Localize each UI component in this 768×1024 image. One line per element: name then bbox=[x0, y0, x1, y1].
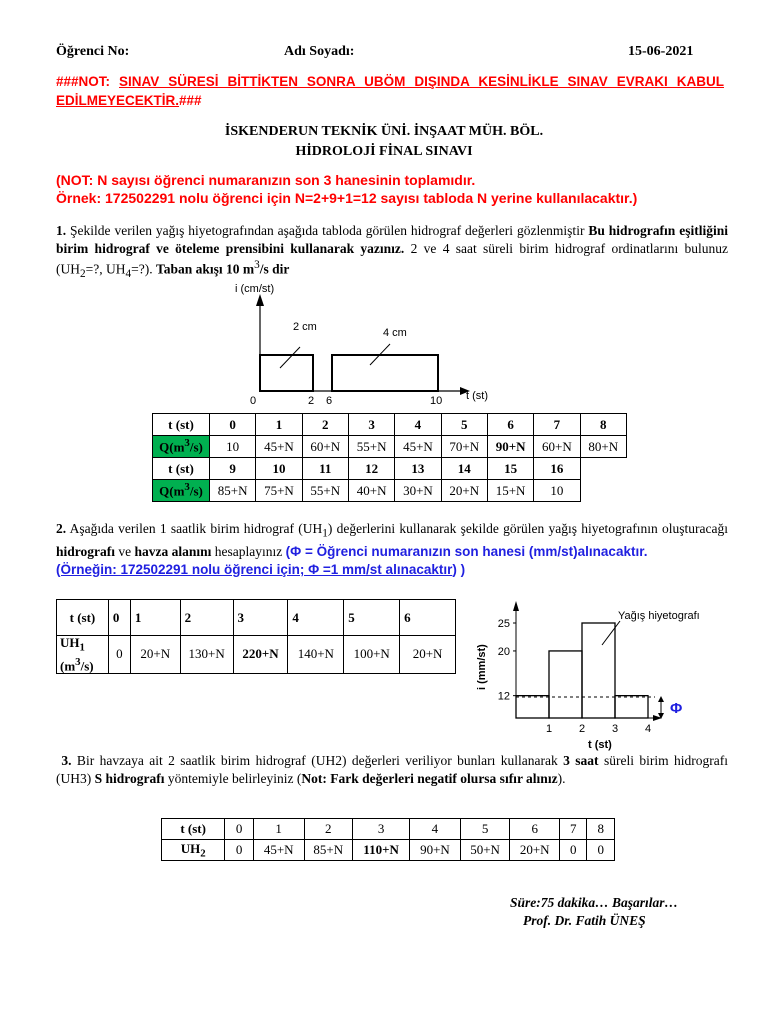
chart-ytick-label: 20 bbox=[497, 645, 510, 658]
hyetograph-bar bbox=[549, 651, 582, 718]
q1-graph-tick-6: 6 bbox=[326, 395, 333, 407]
q1-graph-tick-2: 2 bbox=[308, 395, 315, 407]
name-label: Adı Soyadı: bbox=[284, 44, 355, 59]
table-row: $Q(m^3/s)$ 85+N 75+N 55+N 40+N 30+N 20+N 15+N 10 bbox=[153, 480, 627, 502]
phi-symbol: Φ bbox=[670, 700, 683, 717]
chart-xlabel: t (st) bbox=[588, 739, 612, 751]
q1-graph-tick-10: 10 bbox=[430, 395, 443, 407]
n-note-line2: Örnek: 172502291 nolu öğrenci için N=2+9+1=12 sayısı tabloda N yerine kullanılacaktır.) bbox=[56, 190, 638, 206]
hyetograph-bar bbox=[582, 623, 615, 718]
table-row: t (st) 0 1 2 3 4 5 6 7 8 bbox=[153, 414, 627, 436]
table-row: t (st) 0 1 2 3 4 5 6 bbox=[57, 600, 456, 636]
student-no-label: Öğrenci No: bbox=[56, 44, 130, 59]
q1-graph-ylabel: i (cm/st) bbox=[235, 283, 275, 295]
q1-graph-label-4cm: 4 cm bbox=[383, 327, 407, 339]
table-row: $Q(m^3/s)$ 10 45+N 60+N 55+N 45+N 70+N 90+N 60+N 80+N bbox=[153, 436, 627, 458]
footer-duration: Süre:75 dakika… Başarılar… bbox=[510, 895, 679, 910]
question-3-text: 3. Bir havzaya ait 2 saatlik birim hidrograf (UH2) değerleri veriliyor bunları kullanarak 3 saat süreli birim hidrografı (UH3) S hidrografı yöntemiyle belirleyiniz (Not: Fark değerleri negatif olursa sıfır alınız). bbox=[56, 753, 728, 786]
table-row: $UH_1$ $(m^3/s)$ 0 20+N 130+N 220+N 140+N 100+N 20+N bbox=[57, 636, 456, 674]
table-row: t (st) 9 10 11 12 13 14 15 16 bbox=[153, 458, 627, 480]
q1-graph-label-2cm: 2 cm bbox=[293, 321, 317, 333]
chart-xtick-label: 3 bbox=[611, 723, 619, 735]
exam-title: HİDROLOJİ FİNAL SINAVI bbox=[295, 144, 473, 159]
table-row: $UH_2$ 0 45+N 85+N 110+N 90+N 50+N 20+N 0 0 bbox=[162, 840, 615, 861]
n-note-line1: (NOT: N sayısı öğrenci numaranızın son 3 hanesinin toplamıdır. bbox=[56, 172, 476, 188]
q2-uh1-table bbox=[56, 599, 456, 674]
chart-xtick-label: 4 bbox=[644, 723, 652, 735]
hyetograph-bar bbox=[516, 696, 549, 718]
q1-graph-tick-0: 0 bbox=[250, 395, 257, 407]
chart-xtick-label: 2 bbox=[578, 723, 586, 735]
q1-graph-xlabel: t (st) bbox=[466, 390, 488, 402]
q3-uh2-table bbox=[161, 818, 615, 861]
q1-hyetograph bbox=[230, 280, 500, 410]
chart-ytick-label: 25 bbox=[497, 618, 510, 630]
exam-date: 15-06-2021 bbox=[628, 44, 694, 59]
table-row: t (st) 0 1 2 3 4 5 6 7 8 bbox=[162, 819, 615, 840]
footer-signature: Prof. Dr. Fatih ÜNEŞ bbox=[523, 913, 646, 928]
chart-ytick-label: 12 bbox=[497, 690, 510, 703]
warning-note: ###NOT: SINAV SÜRESİ BİTTİKTEN SONRA UBÖM DIŞINDA KESİNLİKLE SINAV EVRAKI KABUL EDİLMEYECEKTİR.### bbox=[56, 74, 724, 108]
chart-xtick-label: 1 bbox=[545, 723, 553, 735]
hyetograph-bar bbox=[615, 696, 648, 718]
chart-ylabel: i (mm/st) bbox=[476, 644, 488, 690]
question-2-text: 2. Aşağıda verilen 1 saatlik birim hidrograf $(UH_1)$ değerlerini kullanarak şekilde görülen yağış hiyetografının oluşturacağı hidrografı ve havza alanını hesaplayınız (Φ = Öğrenci numaranızın son hanesi (mm/st)alınacaktır. (Örneğin: 172502291 nolu öğrenci için; Φ =1 mm/st alınacaktır) ) bbox=[56, 521, 728, 577]
university-title: İSKENDERUN TEKNİK ÜNİ. İNŞAAT MÜH. BÖL. bbox=[224, 124, 544, 139]
q2-hyetograph-chart bbox=[460, 595, 710, 755]
question-1-text: 1. Şekilde verilen yağış hiyetografından aşağıda tabloda görülen hidrograf değerleri gözlenmiştir Bu hidrografın eşitliğini birim hidrograf ve öteleme prensibini kullanarak yazınız. 2 ve 4 saat süreli birim hidrograf ordinatlarını bulunuz ($UH_2=$?, $UH_4=$?). Taban akışı 10 $m^3/s$ dir bbox=[56, 223, 728, 281]
chart-title: Yağış hiyetografı bbox=[618, 610, 700, 622]
q1-hydrograph-table bbox=[152, 413, 627, 502]
